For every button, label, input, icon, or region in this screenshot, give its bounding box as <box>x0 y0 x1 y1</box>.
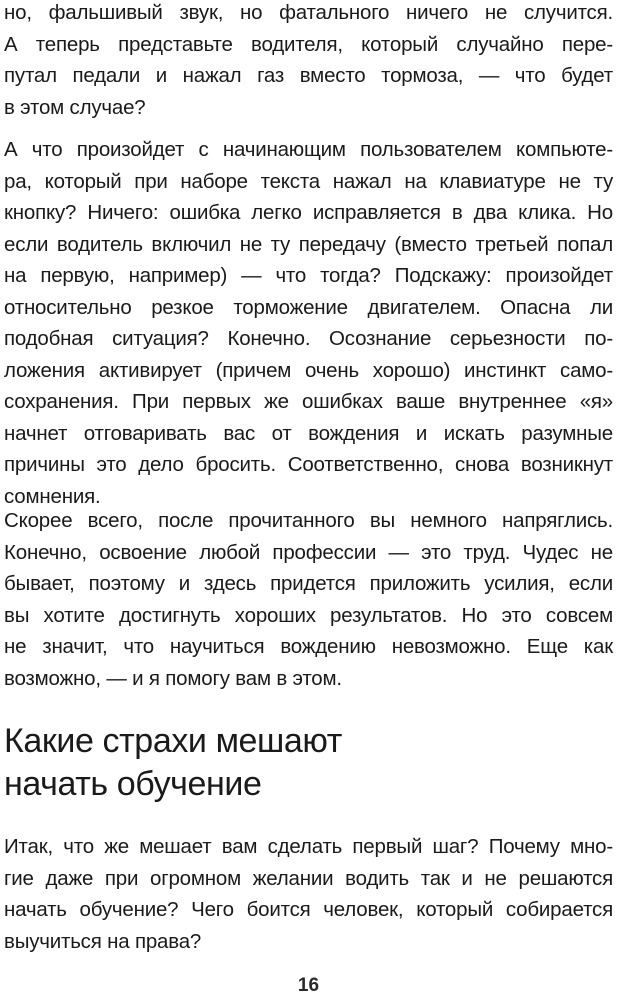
text-line: относительно резкое торможение двигателем. Опасна ли <box>4 295 613 319</box>
text-line: А теперь представьте водителя, который случайно пере- <box>4 32 613 56</box>
text-line: если водитель включил не ту передачу (вместо третьей попал <box>4 232 613 256</box>
paragraph-4 <box>4 831 613 957</box>
heading-line: начать обучение <box>4 765 262 803</box>
text-line: кнопку? Ничего: ошибка легко исправляется в два клика. Но <box>4 201 613 224</box>
text-line: путал педали и нажал газ вместо тормоза, — что будет <box>4 64 613 87</box>
text-line: Итак, что же мешает вам сделать первый шаг? Почему мно- <box>4 835 613 858</box>
text-line: начать обучение? Чего боится человек, который собирается <box>4 898 613 921</box>
paragraph-2 <box>4 134 613 512</box>
text-line: вы хотите достигнуть хороших результатов. Но это совсем <box>4 603 613 627</box>
paragraph-3 <box>4 505 613 694</box>
text-line: ра, который при наборе текста нажал на клавиатуре не ту <box>4 169 613 193</box>
text-line: ложения активирует (причем очень хорошо) инстинкт само- <box>4 358 613 382</box>
text-line: не значит, что научиться вождению невозможно. Еще как <box>4 635 613 658</box>
text-line: подобная ситуация? Конечно. Осознание серьезности по- <box>4 327 613 350</box>
text-line: Скорее всего, после прочитанного вы немного напряглись. <box>4 509 613 532</box>
paragraph-1 <box>4 0 613 123</box>
text-line: в этом случае? <box>4 95 146 119</box>
text-line: возможно, — и я помогу вам в этом. <box>4 666 342 690</box>
text-line: причины это дело бросить. Соответственно, снова возникнут <box>4 453 613 476</box>
text-line: начнет отговаривать вас от вождения и искать разумные <box>4 421 613 445</box>
page-number: 16 <box>297 975 320 996</box>
text-line: гие даже при огромном желании водить так и не решаются <box>4 866 613 890</box>
heading-line: Какие страхи мешают <box>4 722 342 760</box>
text-line: А что произойдет с начинающим пользователем компьюте- <box>4 138 613 161</box>
text-line: Конечно, освоение любой профессии — это труд. Чудес не <box>4 540 613 564</box>
text-line: бывает, поэтому и здесь придется приложить усилия, если <box>4 572 613 595</box>
text-line: но, фальшивый звук, но фатального ничего не случится. <box>4 1 613 24</box>
text-line: выучиться на права? <box>4 929 202 953</box>
text-line: сохранения. При первых же ошибках ваше внутреннее «я» <box>4 390 613 413</box>
section-heading <box>4 720 342 806</box>
text-line: на первую, например) — что тогда? Подскажу: произойдет <box>4 264 613 287</box>
text-line: сомнения. <box>4 484 101 508</box>
